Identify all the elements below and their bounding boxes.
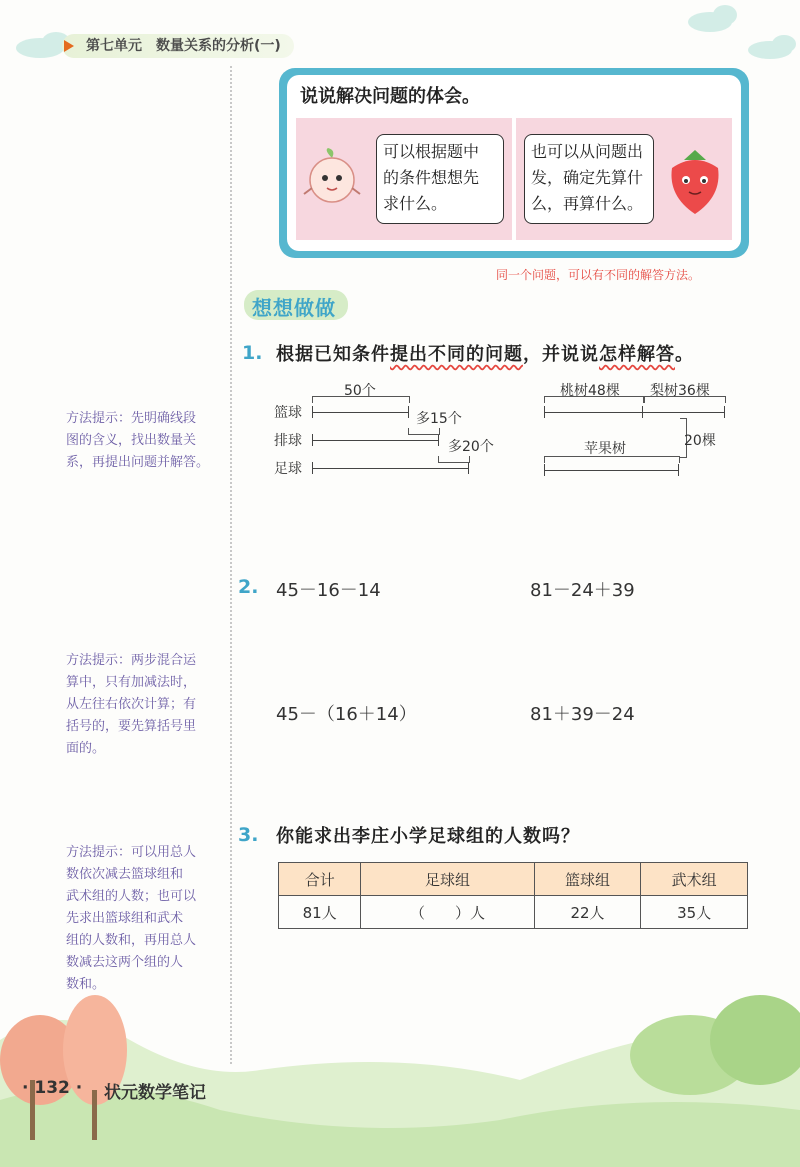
page-number: · 132 · xyxy=(22,1078,83,1098)
q1-text-part: ，并说说 xyxy=(523,344,599,365)
discussion-title: 说说解决问题的体会。 xyxy=(300,86,480,107)
tip-line: 括号的，要先算括号里 xyxy=(66,719,197,734)
tip-line: 算中，只有加减法时， xyxy=(66,675,197,690)
tip-line: 方法提示：可以用总人 xyxy=(66,845,197,860)
tip-line: 方法提示：两步混合运 xyxy=(66,653,197,668)
tip-line: 面的。 xyxy=(66,741,106,756)
footer-label: 状元数学笔记 xyxy=(104,1083,206,1103)
arrow-icon xyxy=(64,40,74,52)
row-label-volleyball: 排球 xyxy=(274,433,302,449)
tick xyxy=(724,406,725,418)
group-table xyxy=(278,862,748,929)
table-header-cell: 篮球组 xyxy=(534,863,641,896)
note-text: 同一个问题，可以有不同的解答方法。 xyxy=(496,268,701,282)
expression-2: 81－24＋39 xyxy=(530,580,635,601)
brace-apple xyxy=(544,456,680,463)
table-cell: 81人 xyxy=(279,896,361,929)
question-2-number: 2. xyxy=(238,576,259,598)
peach-pear-line xyxy=(544,412,724,413)
q1-text-part: 根据已知条件 xyxy=(276,344,390,365)
tick xyxy=(312,462,313,474)
strawberry-character-icon xyxy=(664,148,726,218)
tick xyxy=(642,406,643,418)
ball-line-diagram xyxy=(270,378,510,488)
section-title: 想想做做 xyxy=(252,296,336,320)
diagram-label-more20: 多20个 xyxy=(448,439,494,455)
tick xyxy=(678,464,679,476)
diagram-label-diff: 20棵 xyxy=(684,433,716,449)
speech-line: 也可以从问题出 xyxy=(531,142,644,161)
tick xyxy=(312,406,313,418)
method-tip-2 xyxy=(66,650,226,760)
tick xyxy=(544,464,545,476)
tip-line: 先求出篮球组和武术 xyxy=(66,911,184,926)
question-3-number: 3. xyxy=(238,824,259,846)
margin-divider xyxy=(230,66,232,1064)
row-label-basketball: 篮球 xyxy=(274,405,302,421)
speech-line: 的条件想想先 xyxy=(383,168,480,187)
table-cell: 22人 xyxy=(534,896,641,929)
q1-text-part: 。 xyxy=(675,344,694,365)
brace-pear xyxy=(644,396,726,403)
tick xyxy=(312,434,313,446)
diagram-label-apple: 苹果树 xyxy=(584,441,626,457)
brace-15 xyxy=(408,428,440,435)
tick xyxy=(544,406,545,418)
table-header-cell: 武术组 xyxy=(641,863,748,896)
question-1-number: 1. xyxy=(242,342,263,364)
tick xyxy=(408,406,409,418)
tick xyxy=(468,462,469,474)
table-header-cell: 合计 xyxy=(279,863,361,896)
diagram-label-50: 50个 xyxy=(344,383,376,399)
speech-line: 么，再算什么。 xyxy=(531,194,644,213)
table-cell: 35人 xyxy=(641,896,748,929)
speech-line: 可以根据题中 xyxy=(383,142,480,161)
question-1-text xyxy=(276,340,694,366)
q1-text-emphasis: 提出不同的问题 xyxy=(390,344,523,365)
table-cell-answer[interactable]: （ ）人 xyxy=(361,896,534,929)
brace-20 xyxy=(438,456,470,463)
table-header-row xyxy=(279,863,748,896)
volleyball-line xyxy=(312,440,438,441)
q1-text-emphasis: 怎样解答 xyxy=(599,344,675,365)
method-tip-3 xyxy=(66,842,226,996)
expression-4: 81＋39－24 xyxy=(530,704,635,725)
brace-peach xyxy=(544,396,644,403)
tip-line: 武术组的人数；也可以 xyxy=(66,889,197,904)
peach-character-icon xyxy=(302,148,362,210)
tip-line: 数依次减去篮球组和 xyxy=(66,867,184,882)
tip-line: 数和。 xyxy=(66,977,106,992)
football-line xyxy=(312,468,468,469)
tip-line: 数减去这两个组的人 xyxy=(66,955,184,970)
row-label-football: 足球 xyxy=(274,461,302,477)
expression-3: 45－（16＋14） xyxy=(276,704,417,725)
tip-line: 组的人数和，再用总人 xyxy=(66,933,197,948)
apple-line xyxy=(544,470,678,471)
diagram-label-peach: 桃树48棵 xyxy=(560,383,620,399)
tip-line: 系，再提出问题并解答。 xyxy=(66,455,210,470)
table-row xyxy=(279,896,748,929)
tip-line: 方法提示：先明确线段 xyxy=(66,411,197,426)
unit-title: 第七单元 数量关系的分析(一) xyxy=(62,34,294,58)
diagram-label-more15: 多15个 xyxy=(416,411,462,427)
right-speech-bubble xyxy=(524,134,654,224)
table-header-cell: 足球组 xyxy=(361,863,534,896)
question-3-text: 你能求出李庄小学足球组的人数吗？ xyxy=(276,826,580,847)
tip-line: 从左往右依次计算；有 xyxy=(66,697,197,712)
expression-1: 45－16－14 xyxy=(276,580,381,601)
speech-line: 发，确定先算什 xyxy=(531,168,644,187)
left-speech-bubble xyxy=(376,134,504,224)
diagram-label-pear: 梨树36棵 xyxy=(650,383,710,399)
basketball-line xyxy=(312,412,408,413)
tree-line-diagram xyxy=(540,378,750,488)
tick xyxy=(438,434,439,446)
speech-line: 求什么。 xyxy=(383,194,448,213)
tip-line: 图的含义，找出数量关 xyxy=(66,433,197,448)
method-tip-1 xyxy=(66,408,226,474)
